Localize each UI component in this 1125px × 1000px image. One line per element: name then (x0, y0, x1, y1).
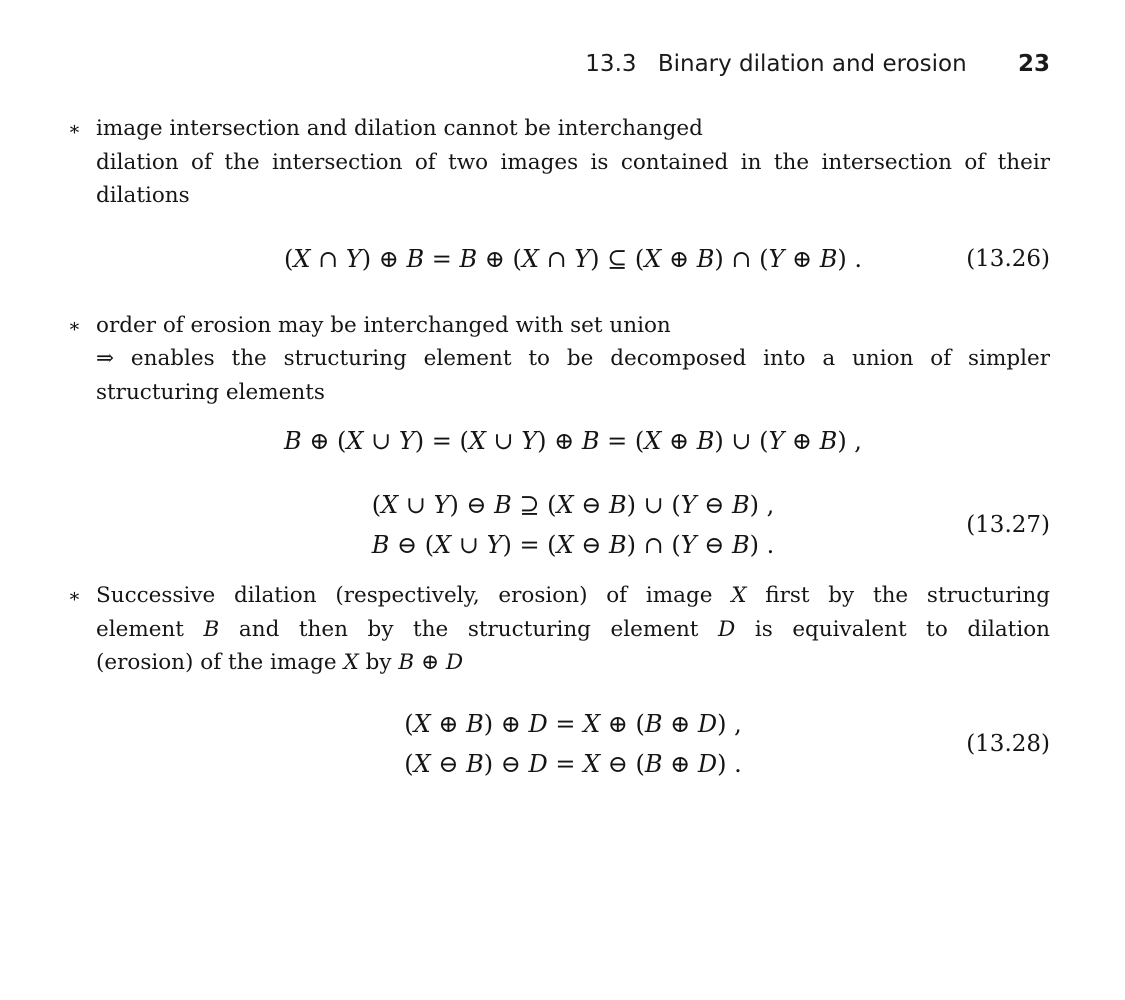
text-line (96, 613, 1050, 647)
math-var: X (583, 749, 601, 778)
math-var: B (406, 244, 425, 273)
text-segment: ) ∩ ( (714, 244, 769, 273)
math-var: D (718, 616, 736, 642)
page-header (0, 0, 1125, 78)
text-segment: ⊕ (430, 709, 467, 738)
text-segment: ⊖ ( (600, 749, 645, 778)
math-var: X (413, 709, 431, 738)
text-segment: ) ⊆ ( (590, 244, 645, 273)
math-var: Y (433, 491, 450, 519)
text-segment: = (547, 709, 584, 738)
text-segment: ) . (717, 749, 742, 778)
bullet-marker: ∗ (68, 585, 81, 607)
math-var: Y (486, 531, 503, 559)
math-var: Y (521, 427, 538, 455)
bullet-text (96, 112, 1050, 213)
text-segment: image intersection and dilation cannot be interchanged (96, 116, 703, 141)
math-var: X (293, 244, 311, 273)
text-line (96, 579, 1050, 613)
text-segment: ⊖ (573, 531, 610, 559)
text-segment: Successive dilation (respectively, erosion) of image (96, 583, 732, 608)
math-var: Y (768, 244, 785, 273)
text-segment: ) ∪ ( (714, 427, 769, 455)
math-var: B (731, 491, 750, 519)
math-var: B (466, 749, 484, 778)
math-var: D (445, 650, 464, 675)
text-segment: ⊖ (430, 749, 467, 778)
equation-number: (13.28) (966, 730, 1050, 757)
bullet-text (96, 309, 1050, 410)
equation-line (96, 239, 1050, 279)
math-var: X (644, 427, 662, 455)
equation-lines (96, 704, 1050, 784)
equation-line (96, 704, 1050, 744)
math-var: B (203, 616, 220, 642)
text-segment: ) . (837, 244, 862, 273)
equation-number: (13.27) (966, 512, 1050, 538)
text-segment: ⊕ (414, 650, 446, 675)
text-line (96, 342, 1050, 376)
equation (96, 704, 1050, 784)
math-var: B (696, 427, 715, 455)
equation (96, 239, 1050, 279)
text-line (96, 112, 1050, 146)
math-var: D (697, 749, 718, 778)
math-var: Y (680, 531, 697, 559)
math-var: D (528, 709, 548, 738)
text-segment: ⊇ ( (511, 491, 557, 519)
equation-line (96, 485, 1050, 525)
math-var: B (466, 709, 484, 738)
math-var: X (346, 427, 364, 455)
math-var: B (371, 531, 390, 559)
math-var: X (468, 427, 486, 455)
text-segment: dilation of the intersection of two images is contained in the intersection of their (96, 149, 1050, 175)
text-segment: ∩ (538, 244, 575, 273)
math-var: B (819, 427, 838, 455)
text-segment: ( (371, 491, 382, 519)
math-var: B (459, 244, 478, 273)
text-segment: ) . (749, 531, 775, 559)
math-var: Y (680, 491, 697, 519)
text-segment: ⊕ ( (301, 427, 347, 455)
math-var: B (494, 491, 512, 519)
text-segment: ( (284, 244, 294, 273)
bullet-item (68, 112, 1050, 213)
text-segment: ) = ( (502, 531, 557, 559)
text-segment: dilations (96, 183, 190, 208)
bullet-text (96, 579, 1050, 680)
text-segment: ∪ (398, 491, 434, 519)
bullet-item (68, 579, 1050, 680)
text-segment: ⊖ (696, 491, 732, 519)
math-var: X (731, 583, 747, 608)
text-segment: ∩ (310, 244, 346, 273)
math-var: B (609, 531, 627, 559)
equation-line (96, 744, 1050, 784)
equation (96, 485, 1050, 565)
text-segment: by (358, 650, 399, 675)
text-segment: ⊕ ( (600, 709, 645, 738)
math-var: X (434, 531, 452, 559)
text-segment: and then by the structuring element (219, 616, 719, 642)
section-title: Binary dilation and erosion (657, 51, 967, 77)
text-segment: ) = ( (414, 427, 469, 455)
text-segment: ⊖ (696, 531, 732, 559)
text-segment: ⊕ (662, 709, 698, 738)
text-segment: ⊕ (784, 244, 820, 273)
text-line (96, 146, 1050, 180)
page-number: 23 (1017, 51, 1050, 77)
text-segment: ( (404, 709, 414, 738)
bullet-marker: ∗ (68, 314, 81, 337)
math-var: B (284, 427, 302, 455)
math-var: X (583, 709, 601, 738)
text-segment: element (96, 616, 204, 642)
text-line (96, 309, 1050, 343)
text-segment: ( (404, 749, 414, 778)
math-var: Y (345, 244, 362, 273)
text-segment: ) ∩ ( (626, 531, 681, 559)
text-segment: ⇒ enables the structuring element to be decomposed into a union of simpler (96, 346, 1050, 371)
equation-lines (96, 421, 1050, 461)
equation-lines (96, 485, 1050, 565)
text-segment: ∪ (363, 427, 399, 455)
text-segment: ⊕ ( (477, 244, 522, 273)
equation (96, 421, 1050, 461)
text-segment: ) ⊕ (483, 709, 529, 738)
text-segment: order of erosion may be interchanged with set union (96, 312, 671, 338)
equation-lines (96, 239, 1050, 279)
text-segment: (erosion) of the image (96, 650, 344, 675)
math-var: X (413, 749, 431, 778)
text-segment: = (547, 749, 584, 778)
equation-line (96, 421, 1050, 461)
text-segment: ) ⊖ (449, 491, 495, 519)
content-blocks (0, 112, 1125, 784)
text-segment: ) , (749, 491, 775, 519)
text-segment: is equivalent to dilation (735, 616, 1050, 642)
math-var: X (343, 650, 359, 675)
math-var: D (697, 709, 718, 738)
text-segment: ⊕ (662, 749, 698, 778)
math-var: Y (398, 427, 415, 455)
bullet-marker: ∗ (68, 118, 81, 140)
text-segment: structuring elements (96, 379, 325, 405)
text-segment: ⊖ (573, 491, 610, 519)
math-var: D (528, 749, 548, 778)
equation-number: (13.26) (966, 245, 1050, 272)
math-var: B (581, 427, 600, 455)
text-line (96, 179, 1050, 213)
math-var: B (644, 749, 663, 778)
bullet-item (68, 309, 1050, 410)
text-segment: ) ∪ ( (626, 491, 681, 519)
text-segment: ⊕ (661, 244, 697, 273)
text-segment: first by the structuring (746, 583, 1050, 608)
math-var: Y (574, 244, 591, 273)
text-segment: ⊕ (784, 427, 820, 455)
math-var: B (398, 650, 415, 675)
equation-line (96, 525, 1050, 565)
section-number: 13.3 (585, 51, 637, 77)
text-segment: = ( (599, 427, 645, 455)
math-var: X (381, 491, 399, 519)
text-segment: ) ⊖ (483, 749, 529, 778)
text-segment: ) , (837, 427, 862, 455)
math-var: X (521, 244, 539, 273)
math-var: B (609, 491, 627, 519)
text-segment: ) ⊕ (361, 244, 407, 273)
text-segment: ⊕ (661, 427, 697, 455)
text-segment: = (424, 244, 460, 273)
text-segment: ∪ (485, 427, 522, 455)
math-var: B (696, 244, 715, 273)
text-segment: ⊖ ( (389, 531, 435, 559)
text-segment: ) , (717, 709, 742, 738)
text-line (96, 646, 1050, 680)
math-var: X (556, 491, 574, 519)
text-segment: ∪ (451, 531, 487, 559)
text-line (96, 376, 1050, 410)
text-segment: ) ⊕ (537, 427, 582, 455)
math-var: B (731, 531, 750, 559)
math-var: X (556, 531, 574, 559)
math-var: B (644, 709, 663, 738)
math-var: B (819, 244, 838, 273)
math-var: X (644, 244, 662, 273)
math-var: Y (768, 427, 785, 455)
